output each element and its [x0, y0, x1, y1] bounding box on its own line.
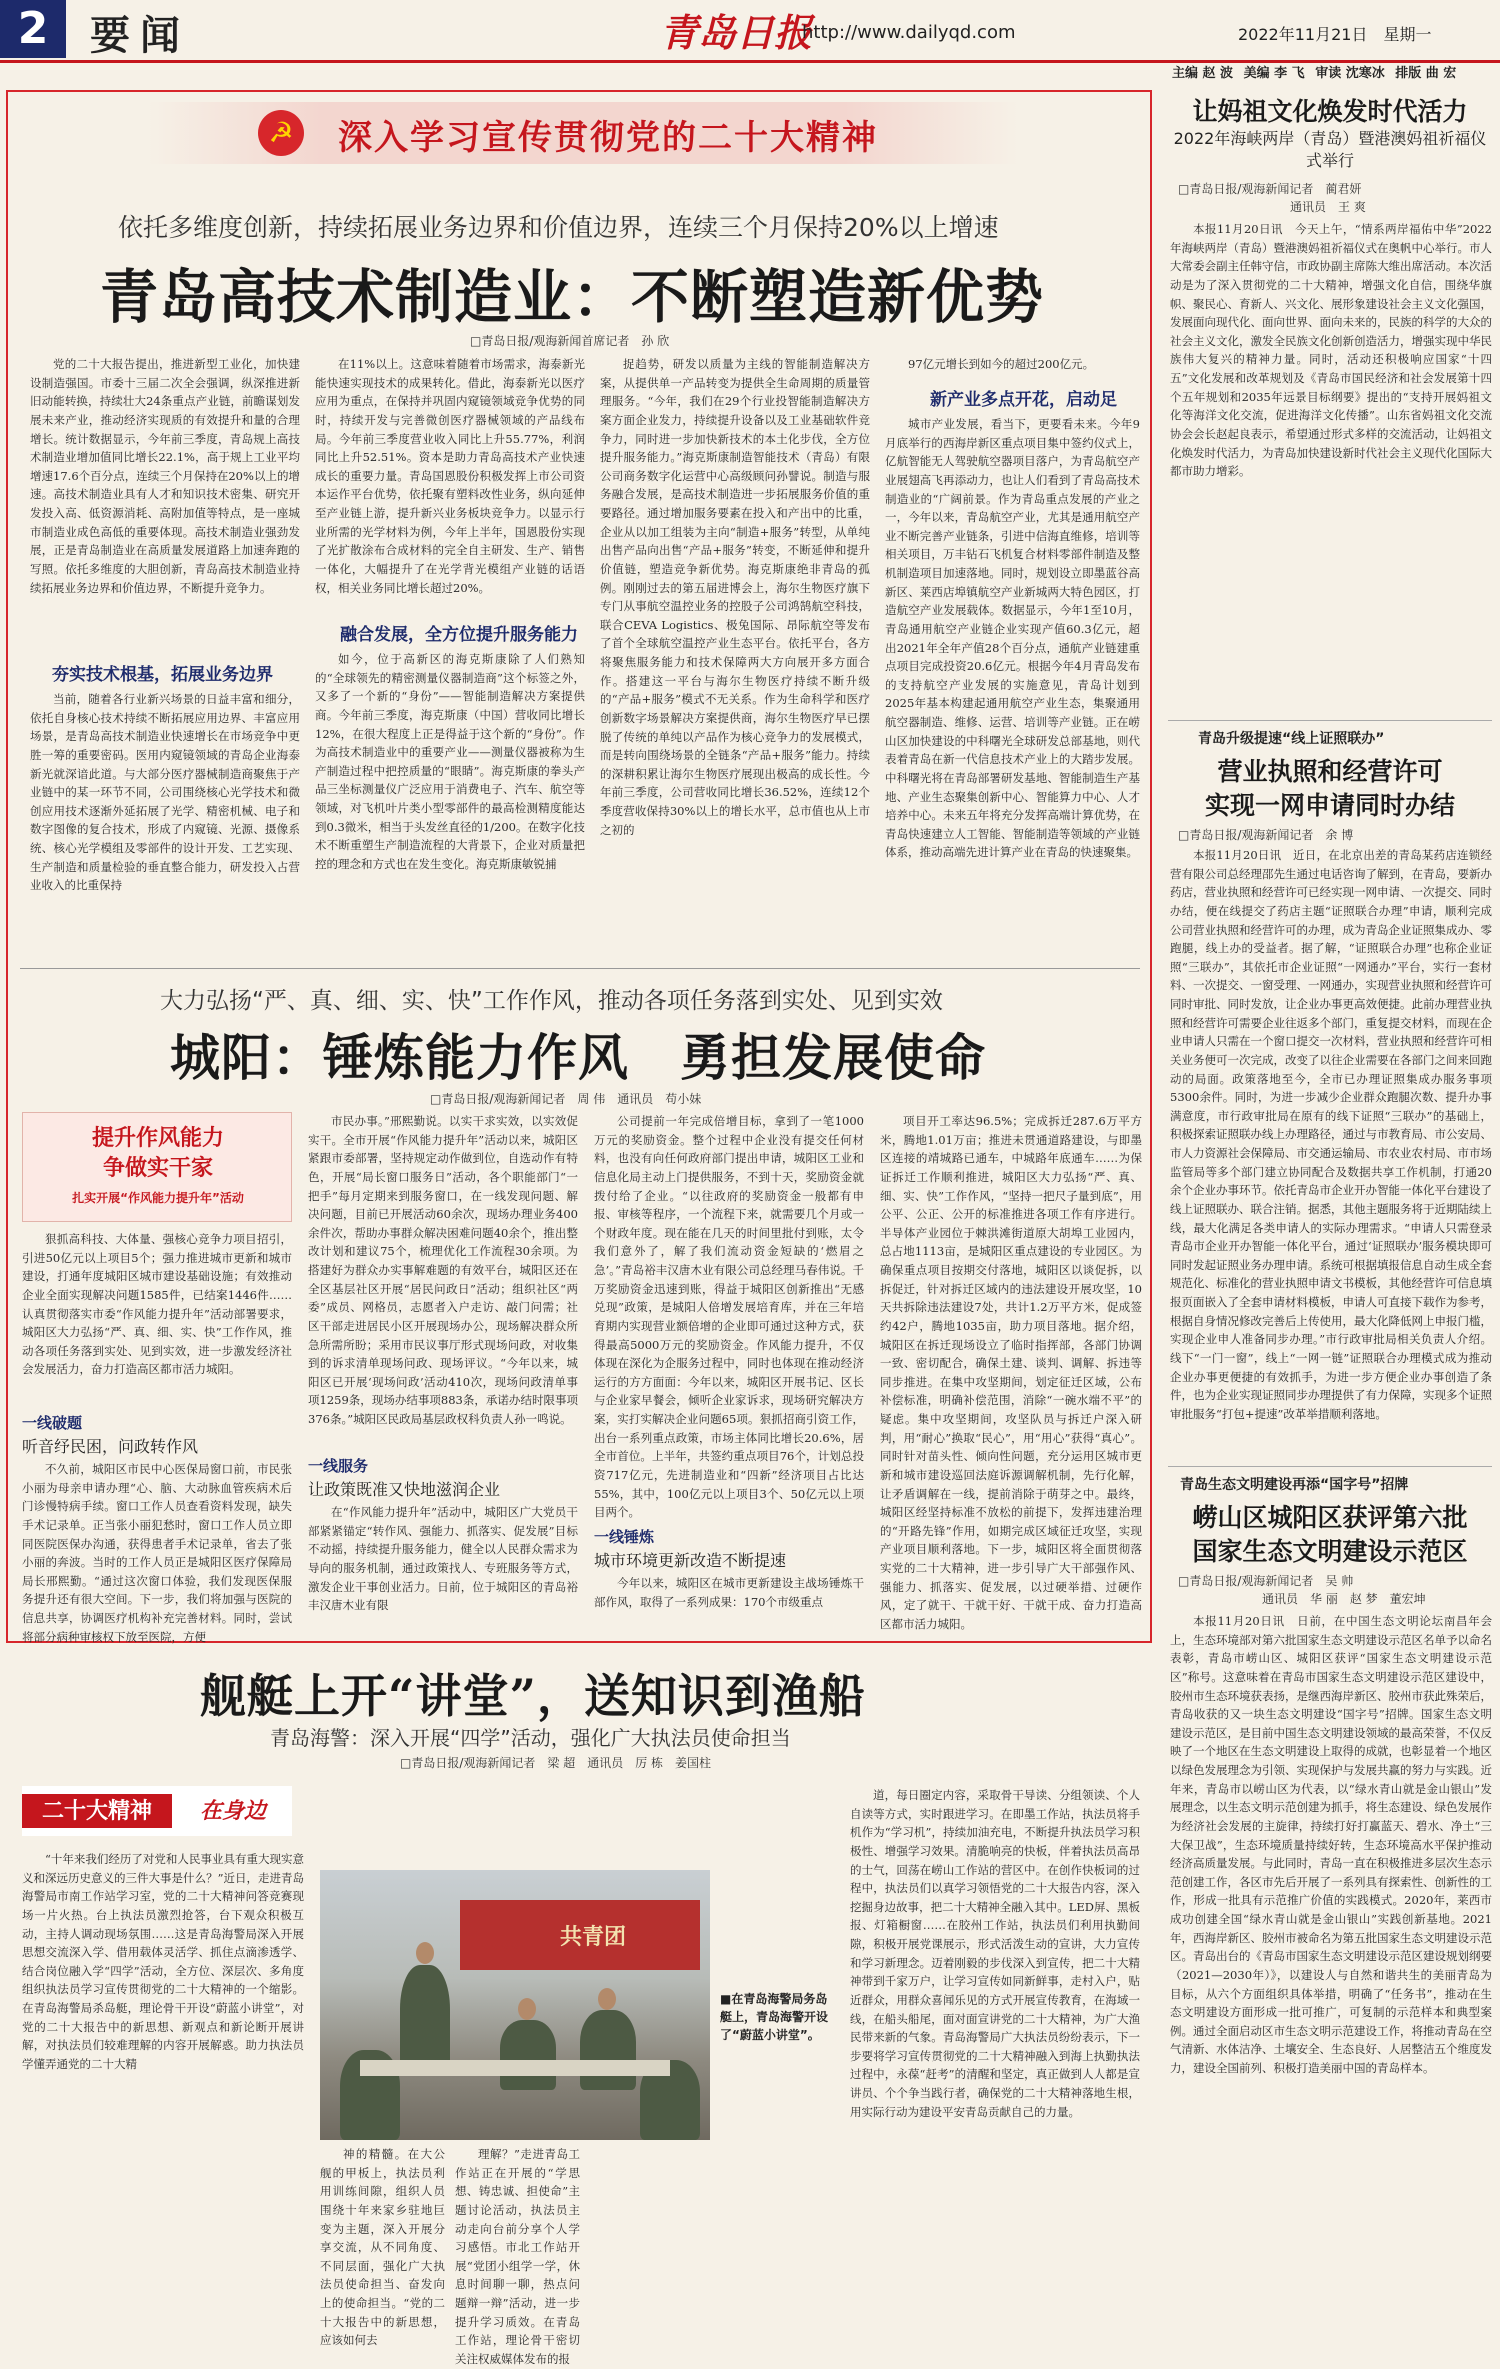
- paragraph: 不久前，城阳区市民中心医保局窗口前，市民张小丽为母亲申请办理“心、脑、大动脉血管疾病术后门诊慢特病手续。窗口工作人员查看资料发现，缺失手术记录单。正当张小丽犯愁时，窗口工作人员立即同医院医保办沟通，获得患者手术记录单，省去了张小丽的奔波。当时的工作人员正是城阳区医疗保障局局长邢熙勤。“通过这次窗口体验，我们发现医保服务提升还有很大空间。下一步，我们将加强与医院的信息共享，协调医疗机构补充完善材料。同时，尝试将部分病种审核权下放至医院，方便: [22, 1462, 292, 1644]
- backdrop-label: 共青团: [560, 1925, 627, 1950]
- story3-byline: □青岛日报/观海新闻记者 梁 超 通讯员 厉 栋 姜国柱: [400, 1756, 712, 1770]
- newspaper-masthead: 青岛日报: [660, 10, 813, 55]
- paragraph: 党的二十大报告提出，推进新型工业化，加快建设制造强国。市委十三届二次全会强调，纵深推进新旧动能转换，持续壮大24条重点产业链，前瞻谋划发展未来产业，推动经济实现质的有效提升和量的合理增长。统计数据显示，今年前三季度，青岛规上高技术制造业增加值同比增长22.1%，高于规上工业平均增速17.6个百分点，连续三个月保持在20%以上的增速。高技术制造业具有人才和知识技术密集、研究开发投入高、低资源消耗、高附加值等特点，是一座城市制造业成色高低的重要体现。高技术制造业强劲发展，正是青岛制造业在高质量发展道路上加速奔跑的写照。依托多维度的大胆创新，青岛高技术制造业持续拓展业务边界和价值边界，不断提升竞争力。: [30, 357, 300, 595]
- story1-subhead-2: 融合发展，全方位提升服务能力: [340, 625, 578, 645]
- story1-column-2b: [315, 650, 585, 955]
- paragraph: 在“作风能力提升年”活动中，城阳区广大党员干部紧紧锚定“转作风、强能力、抓落实、促发展”目标不动摇，持续提升服务能力，健全以人民群众需求为导向的服务机制，通过政策找人、专班服务等方式，激发企业干事创业活力。日前，位于城阳区的青岛裕丰汉唐木业有限: [308, 1505, 578, 1613]
- story2-column-3: [594, 1112, 864, 1522]
- right-divider: [1168, 720, 1492, 721]
- paragraph: 本报11月20日讯 近日，在北京出差的青岛某药店连锁经营有限公司总经理邵先生通过电话咨询了解到，在青岛，要新办药店，营业执照和经营许可已经实现一网申请、一次提交、同时办结，便在线提交了药店主题“证照联合办理”申请，顺利完成公司营业执照和经营许可的办理，成为青岛企业证照集成办、零跑腿，线上办的受益者。据了解，“证照联合办理”也称企业证照“三联办”，其依托市企业证照“一网通办”平台，实行一套材料、一次提交、一窗受理、一网通办，实现营业执照和经营许可同时审批、同时发放，让企业办事更高效便捷。此前办理营业执照和经营许可需要企业往返多个部门，重复提交材料，而现在企业申请人只需在一个窗口提交一次材料，营业执照和经营许可相关业务便可一次完成，改变了以往企业需要在各部门之间来回跑动的局面。政策落地至今，全市已办理证照集成办服务事项5300余件。同时，为进一步减少企业群众跑腿次数、提升办事满意度，市行政审批局在原有的线下证照“三联办”的基础上，积极探索证照联办线上办理路径，通过与市教育局、市公安局、市人力资源社会保障局、市交通运输局、市农业农村局、市市场监管局等多个部门建立协同配合及数据共享工作机制，打通20余个企业办事环节。依托青岛市企业开办智能一体化平台建设了线上证照联办、联合注销。据悉，其他主题服务将于近期陆续上线，最大化满足各类申请人的实际办理需求。“申请人只需登录青岛市企业开办智能一体化平台，通过‘证照联办’服务模块即可同时发起证照业务办理申请。系统可根据填报信息自动生成全套规范化、标准化的营业执照申请文书模板，其他经营许可信息填报页面嵌入了全套申请材料模板，申请人可直接下载作为参考，根据自身情况修改完善后上传使用，最大化降低网上申报门槛，实现企业申人准备同步办理。”市行政审批局相关负责人介绍。线下“一门一窗”，线上“一网一链”证照联合办理模式成为推动企业办事更便捷的有效抓手，为进一步方便企业办事创造了条件，也为企业实现证照同步办理提供了有力保障，实现多个证照审批服务“打包+提速”改革举措顺利落地。: [1170, 848, 1492, 1421]
- right-story1-byline-2: 通讯员 王 爽: [1290, 200, 1366, 214]
- paragraph: 神的精髓。在大公舰的甲板上，执法员利用训练间隙，组织人员围绕十年来家乡驻地巨变为主题，深入开展分享交流，从不同角度、不同层面，强化广大执法员使命担当、奋发向上的使命担当。“党的二十大报告中的新思想，应该如何去: [320, 2147, 445, 2348]
- figure-standing: [400, 1965, 450, 2075]
- story3-column-4: [850, 1786, 1140, 2171]
- story2-subhead-1: 一线破题: [22, 1414, 83, 1432]
- story2-column-4: [880, 1112, 1142, 1634]
- right-story1-subtitle: 2022年海峡两岸（青岛）暨港澳妈祖祈福仪式举行: [1173, 129, 1487, 170]
- paragraph: 今年以来，城阳区在城市更新建设主战场锤炼干部作风，取得了一系列成果：170个市级重点: [594, 1576, 864, 1609]
- paragraph: 如今，位于高新区的海克斯康除了人们熟知的“全球领先的精密测量仪器制造商”这个标签之外，又多了一个新的“身份”——智能制造解决方案提供商。今年前三季度，海克斯康（中国）营收同比增长12%，在很大程度上正是得益于这个新的“身份”。作为高技术制造业中的重要产业——测量仪器被称为生产制造过程中把控质量的“眼睛”。海克斯康的拳头产品三坐标测量仪广泛应用于消费电子、汽车、航空等领域，对飞机叶片类小型零部件的最高检测精度能达到0.3微米，相当于头发丝直径的1/200。在数字化技术不断重塑生产制造流程的大背景下，企业对质量把控的理念和方式也在发生变化。海克斯康敏锐捕: [315, 652, 585, 871]
- photo-caption: ■在青岛海警局务岛艇上，青岛海警开设了“蔚蓝小讲堂”。: [720, 1992, 829, 2042]
- paragraph: “十年来我们经历了对党和人民事业具有重大现实意义和深远历史意义的三件大事是什么？”近日，走进青岛海警局市南工作站学习室，党的二十大精神问答竞赛现场一片火热。台上执法员激烈抢答，台下观众积极互动，主持人调动现场氛围……这是青岛海警局深入开展思想交流深入学、借用载体灵活学、抓住点滴渗透学、结合岗位融入学“四学”活动，全方位、深层次、多角度组织执法员学习宣传贯彻党的二十大精神的一个缩影。在青岛海警局杀岛艇，理论骨干开设“蔚蓝小讲堂”，对党的二十大报告中的新思想、新观点和新论断开展讲解，对执法员们较难理解的内容开展解惑。助力执法员学懂弄通党的二十大精: [22, 1852, 304, 2071]
- paragraph: 97亿元增长到如今的超过200亿元。: [908, 357, 1095, 371]
- story3-column-1: [22, 1850, 304, 2170]
- story2-subhead-1b: 听音纾民困，问政转作风: [22, 1437, 199, 1456]
- right-story2-body: [1170, 846, 1492, 1456]
- paragraph: 在11%以上。这意味着随着市场需求，海泰新光能快速实现技术的成果转化。借此，海泰新光以医疗应用为重点，在保持并巩固内窥镜领域竞争优势的同时，持续开发与完善微创医疗器械领域的产品线布局。今年前三季度营业收入同比上升55.77%，利润同比上升52.51%。资本是助力青岛高技术产业快速成长的重要力量。青岛国恩股份积极发挥上市公司资本运作平台优势，依托聚有塑料改性业务，纵向延伸至产业链上游，提升新兴业务板块竞争力。以显示行业所需的光学材料为例，今年上半年，国恩股份实现了光扩散涂布合成材料的完全自主研发、生产、销售一体化，大幅提升了在光学背光模组产业链的话语权，相关业务同比增长超过20%。: [315, 357, 585, 595]
- paragraph: 公司提前一年完成倍增目标，拿到了一笔1000万元的奖励资金。整个过程中企业没有提交任何材料，也没有向任何政府部门提出申请，城阳区工业和信息化局主动上门提供服务，不到十天，奖励资金就拨付给了企业。“以往政府的奖励资金一般都有申报、审核等程序，一个流程下来，就需要几个月或一个财政年度。现在能在几天的时间里批付到账，太令我们意外了，解了我们流动资金短缺的‘燃眉之急’。”青岛裕丰汉唐木业有限公司总经理马春伟说。千万奖励资金迅速到账，得益于城阳区创新推出“无感兑现”政策，是城阳人倍增发展培育库，并在三年培育期内实现营业额倍增的企业即可通过这种方式，获得最高5000万元的奖励资金。作风能力提升，不仅体现在深化为企服务过程中，同时也体现在推动经济运行的方方面面：今年以来，城阳区开展书记、区长与企业家早餐会，倾听企业家诉求，现场研究解决方案，实打实解决企业问题65项。狠抓招商引资工作，出台一系列重点政策，市场主体同比增长20.6%，居全市首位。上半年，共签约重点项目76个，计划总投资717亿元，先进制造业和“四新”经济项目占比达55%，其中，100亿元以上项目3个、50亿元以上项目两个。: [594, 1114, 864, 1520]
- paragraph: 市民办事。”邢熙勤说。以实干求实效，以实效促实干。全市开展“作风能力提升年”活动以来，城阳区紧跟市委部署，坚持规定动作做到位，自选动作有特色，开展“局长窗口服务日”活动，各个职能部门“一把手”每月定期来到服务窗口，在一线发现问题、解决问题，目前已开展活动60余次，现场办理业务400余件次，帮助办事群众解决困难问题40余个，推出整改计划和建议75个，梳理优化工作流程30余项。为搭建好为群众办实事解难题的有效平台，城阳区还在全区基层社区开展“居民问政日”活动；组织社区“两委”成员、网格员，志愿者入户走访、敲门问需；社区干部走进居民小区开展现场办公，现场解决群众所急所需所盼；采用市民议事厅形式现场问政，对收集到的诉求清单现场问政、现场评议。“今年以来，城阳区已开展‘现场问政’活动410次，现场问政清单事项1259条，现场办结事项883条，承诺办结时限事项376条。”城阳区民政局基层政权科负责人孙一鸣说。: [308, 1114, 578, 1426]
- paragraph: 当前，随着各行业新兴场景的日益丰富和细分，依托自身核心技术持续不断拓展应用边界、丰富应用场景，是青岛高技术制造业快速增长在市场竞争中更胜一筹的重要密码。医用内窥镜领域的青岛企业海泰新光就深谙此道。与大部分医疗器械制造商聚焦于产业链中的某一环节不同，公司围绕核心光学技术和微创应用技术逐渐外延拓展了光学、精密机械、电子和数字图像的复合技术，形成了内窥镜、光源、摄像系统、核心光学模组及零部件的设计开发、工艺实现、生产制造和质量检验的垂直整合能力，研发投入占营业收入的比重保持: [30, 692, 300, 893]
- paragraph: 本报11月20日讯 今天上午，“情系两岸福佑中华”2022年海峡两岸（青岛）暨港澳妈祖祈福仪式在奥帆中心举行。市人大常委会副主任韩守信，市政协副主席陈大维出席活动。本次活动是为了深入贯彻党的二十大精神，增强文化自信，围绕华旗帜、聚民心、育新人、兴文化、展形象建设社会主义文化强国，发展面向现代化、面向世界、面向未来的，民族的科学的大众的社会主义文化，激发全民族文化创新创造活力，增强实现中华民族伟大复兴的精神力量。同时，活动还积极响应国家“十四五”文化发展和改革规划及《青岛市国民经济和社会发展第十四个五年规划和2035年远景目标纲要》提出的“支持开展妈祖文化等海洋文化交流，促进海洋文化传播”。山东省妈祖文化交流协会会长赵起良表示，希望通过形式多样的交流活动，让妈祖文化焕发时代活力，为青岛加快建设新时代社会主义现代化国际大都市助力增彩。: [1170, 222, 1492, 479]
- right-story2-kicker: 青岛升级提速“线上证照联办”: [1198, 731, 1385, 747]
- story1-column-1: [30, 355, 300, 655]
- figure-seated: [500, 2020, 556, 2090]
- paragraph: 捉趋势，研发以质量为主线的智能制造解决方案，从提供单一产品转变为提供全生命周期的质量管理服务。“今年，我们在29个行业投智能制造解决方案方面企业发力，持续提升设备以及工业基础软件竞争力，同时进一步加快新技术的本土化步伐，全方位提升服务能力。”海克斯康制造智能技术（青岛）有限公司商务数字化运营中心高级顾问孙譬说。制造与服务融合发展，是高技术制造进一步拓展服务价值的重要路径。通过增加服务要素在投入和产出中的比重，企业从以加工组装为主向“制造+服务”转型，从单纯出售产品向出售“产品+服务”转变，不断延伸和提升价值链，塑造竞争新优势。海克斯康绝非青岛的孤例。刚刚过去的第五届进博会上，海尔生物医疗旗下专门从事航空温控业务的控股子公司鸿鹄航空科技，联合CEVA Logistics、极兔国际、昂际航空等发布了首个全球航空温控产业生态平台。依托平台，各方将聚焦服务能力和技术保障两大方向展开多方面合作。搭建这一平台与海尔生物医疗持续不断升级的“产品+服务”模式不无关系。作为生命科学和医疗创新数字场景解决方案提供商，海尔生物医疗早已摆脱了传统的单纯以产品作为核心竞争力的发展模式，而是转向围绕场景的全链条“产品+服务”能力。持续的深耕积累让海尔生物医疗展现出极高的成长性。今年前三季度，公司营收同比增长36.52%，连续12个季度营收保持30%以上的增长水平，总市值也从上市之初的: [600, 357, 870, 837]
- right-story2-byline: □青岛日报/观海新闻记者 余 博: [1178, 828, 1354, 842]
- paragraph: 项目开工率达96.5%；完成拆迁287.6万平方米，腾地1.01万亩；推进未贯通道路建设，与即墨区连接的靖城路已通车，中城路年底通车……为保证拆迁工作顺利推进，城阳区大力弘扬“严、真、细、实、快”工作作风，“坚持一把尺子量到底”，用公平、公正、公开的标准推进各项工作有序进行。半导体产业园位于棘洪滩街道原大胡埠工业园内，总占地1113亩，是城阳区重点建设的专业园区。为确保重点项目按期交付落地，城阳区以谈促拆，以拆促迁，针对拆迁区域内的违法建设开展攻坚，10天共拆除违法建设7处，共计1.2万平方米，促成签约42户，腾地1035亩，助力项目落地。据介绍，城阳区在拆迁现场设立了临时指挥部，各部门协调一致、密切配合，确保土建、谈判、调解、拆违等同步推进。在集中攻坚期间，划定征迁区域，公布补偿标准，明确补偿范围，消除“一碗水端不平”的疑虑。集中攻坚期间，攻坚队员与拆迁户深入研判，用“耐心”换取“民心”，用“用心”获得“真心”。同时针对苗头性、倾向性问题，充分运用区城市更新和城市建设巡回法庭诉源调解机制，先行化解，让矛盾调解在一线，提前消除于萌芽之中。最终，城阳区经坚持标准不放松的前提下，发挥违建治理的“开路先锋”作用，如期完成区域征迁攻坚，实现产业项目顺利落地。下一步，城阳区将全面贯彻落实党的二十大精神，进一步引导广大干部强作风、强能力、抓落实、促发展，以过硬举措、过硬作风，定了就干、干就干好、干就干成、奋力打造高区都市活力城阳。: [880, 1114, 1142, 1631]
- paragraph: 本报11月20日讯 日前，在中国生态文明论坛南昌年会上，生态环境部对第六批国家生态文明建设示范区名单予以命名表彰，青岛市崂山区、城阳区获评“国家生态文明建设示范区”称号。这意味着在青岛市国家生态文明建设示范区建设中，胶州市生态环境获表扬，是继西海岸新区、胶州市获此殊荣后，青岛收获的又一块生态文明建设“国字号”招牌。国家生态文明建设示范区，是目前中国生态文明建设领域的最高荣誉，不仅反映了一个地区在生态文明建设上取得的成就，也彰显着一个地区以绿色发展理念为引领、实现保护与发展共赢的努力与实践。近年来，青岛市以崂山区为代表，以“绿水青山就是金山银山”发展理念，以生态文明示范创建为抓手，将生态建设、绿色发展作为经济社会发展的主旋律，持续打好打赢蓝天、碧水、净土“三大保卫战”，生态环境质量持续好转，生态环境高水平保护推动经济高质量发展。与此同时，青岛一直在积极推进多层次生态示范创建工作，各区市先后开展了一系列具有探索性、创新性的工作，形成一批具有示范推广价值的实践模式。2020年，莱西市成功创建全国“绿水青山就是金山银山”实践创新基地。2021年，西海岸新区、胶州市被命名为第五批国家生态文明建设示范区。青岛出台的《青岛市国家生态文明建设示范区建设规划纲要（2021—2030年）》，以建设人与自然和谐共生的美丽青岛为目标，从六个方面组织具体举措，明确了“任务书”，推动在生态文明建设方面形成一批可推广，可复制的示范样本和典型案例。通过全面启动区市生态文明示范建设工作，将推动青岛在空气清新、水体洁净、土壤安全、生态良好、人居整洁五个维度发力，建设全国前列、积极打造美丽中国的青岛样本。: [1170, 1614, 1492, 2075]
- story2-subhead-3: 一线锤炼: [594, 1528, 655, 1546]
- figure-head: [598, 1988, 616, 2010]
- right-divider: [1168, 1466, 1492, 1467]
- banner-title: 深入学习宣传贯彻党的二十大精神: [338, 118, 878, 158]
- issue-date: 2022年11月21日 星期一: [1238, 25, 1432, 44]
- badge-title: 二十大精神: [22, 1794, 172, 1828]
- story3-column-2: [320, 2145, 445, 2348]
- figure-seated: [580, 2010, 636, 2090]
- editor-credit: 排版 曲 宏: [1395, 66, 1457, 81]
- right-story3-kicker: 青岛生态文明建设再添“国字号”招牌: [1180, 1477, 1409, 1493]
- badge-title-tail: 在身边: [199, 1798, 266, 1824]
- story2-column-1: [22, 1230, 292, 1408]
- photo-table: [360, 2060, 670, 2076]
- badge-title-line-1: 提升作风能力: [91, 1125, 224, 1151]
- theme-banner: [148, 102, 1018, 164]
- right-story2-title-b[interactable]: 实现一网申请同时办结: [1204, 791, 1455, 820]
- story1-headline[interactable]: 青岛高技术制造业：不断塑造新优势: [100, 263, 1045, 331]
- right-story1-body: [1170, 220, 1492, 710]
- story1-column-4: [885, 355, 1140, 377]
- editor-credit: 审读 沈寒冰: [1315, 66, 1385, 81]
- paragraph: 道，每日圈定内容，采取骨干导读、分组领读、个人自读等方式，实时跟进学习。在即墨工作站，执法员将手机作为“学习机”，持续加油充电，不断提升执法员学习积极性、增强学习效果。清脆响亮的快板，伴着执法员高昂的士气，回荡在崂山工作站的营区中。在创作快板词的过程中，执法员们以真学习领悟党的二十大报告内容，深入挖掘身边故事，把二十大精神全融入其中。LED屏、黑板报、灯箱橱窗……在胶州工作站，执法员们利用执勤间隙，积极开展党课展示，形式活泼生动的宣讲，大力宣传和学习新理念。迈着刚毅的步伐深入到宣传，把二十大精神带到千家万户，让学习宣传如同新鲜事，走村入户，贴近群众，用群众喜闻乐见的方式开展宣传教育，在海域一线，在船头船尾，面对面宣讲党的二十大精神，为广大渔民带来新的气象。青岛海警局广大执法员纷纷表示，下一步要将学习宣传贯彻党的二十大精神融入到海上执勤执法过程中，永葆“赶考”的清醒和坚定，真正做到人人都是宣讲员、个个争当践行者，确保党的二十大精神落地生根，用实际行动为建设平安青岛贡献自己的力量。: [850, 1788, 1140, 2119]
- story1-subhead-3: 新产业多点开花，启动足: [930, 390, 1117, 410]
- editor-credit: 主编 赵 波: [1172, 66, 1234, 81]
- page-number: 2: [0, 0, 66, 58]
- section-name: 要闻: [90, 12, 190, 59]
- story1-column-2: [315, 355, 585, 620]
- story3-kicker: 青岛海警：深入开展“四学”活动，强化广大执法员使命担当: [270, 1726, 791, 1750]
- story1-kicker: 依托多维度创新，持续拓展业务边界和价值边界，连续三个月保持20%以上增速: [118, 213, 999, 242]
- story2-subhead-3b: 城市环境更新改造不断提速: [594, 1551, 787, 1570]
- figure-head: [518, 1998, 536, 2020]
- story3-headline[interactable]: 舰艇上开“讲堂”，送知识到渔船: [200, 1669, 866, 1723]
- page-header: [0, 0, 1500, 80]
- story1-subhead-1: 夯实技术根基，拓展业务边界: [52, 665, 273, 685]
- figure-head: [416, 1942, 434, 1964]
- story-divider: [20, 968, 1140, 969]
- story1-byline: □青岛日报/观海新闻首席记者 孙 欣: [470, 334, 670, 348]
- story2-byline: □青岛日报/观海新闻记者 周 伟 通讯员 苟小妹: [430, 1092, 702, 1106]
- story2-column-3b: [594, 1574, 864, 1634]
- story2-badge: [22, 1112, 292, 1222]
- right-story3-byline-2: 通讯员 华 丽 赵 梦 董宏坤: [1262, 1592, 1426, 1606]
- photo-backdrop: [460, 1900, 700, 1970]
- right-story2-title-a[interactable]: 营业执照和经营许可: [1217, 757, 1443, 786]
- editor-credits: [1172, 62, 1462, 81]
- right-story1-title[interactable]: 让妈祖文化焕发时代活力: [1192, 97, 1468, 126]
- paragraph: 理解？”走进青岛工作站正在开展的“学思想、铸忠诚、担使命”主题讨论活动，执法员主动走向台前分享个人学习感悟。市北工作站开展“党团小组学一学，休息时间聊一聊，热点问题辩一辩”活动，进一步提升学习质效。在青岛工作站，理论骨干密切关注权威媒体发布的报: [455, 2147, 580, 2366]
- story2-headline[interactable]: 城阳：锤炼能力作风 勇担发展使命: [170, 1028, 986, 1087]
- story2-kicker: 大力弘扬“严、真、细、实、快”工作作风，推动各项任务落到实处、见到实效: [160, 988, 943, 1014]
- story1-column-4b: [885, 415, 1140, 955]
- site-url[interactable]: http://www.dailyqd.com: [802, 22, 1016, 43]
- paragraph: 城市产业发展，看当下，更要看未来。今年9月底举行的西海岸新区重点项目集中签约仪式上，亿航智能无人驾驶航空器项目落户，为青岛航空产业展翅高飞再添动力，也让人们看到了青岛高技术制造业的“广阔前景。作为青岛重点发展的产业之一，今年以来，青岛航空产业，尤其是通用航空产业不断完善产业链条，引进中信海直维修，培训等相关项目，万丰钻石飞机复合材料零部件制造及整机制造项目加速落地。同时，规划设立即墨蓝谷高新区、莱西店埠镇航空产业新城两大特色园区，打造航空产业发展载体。数据显示，今年1至10月，青岛通用航空产业链企业实现产值60.3亿元，超出2021年全年产值28个百分点，通航产业链建重点项目完成投资20.6亿元。根据今年4月青岛发布的支持航空产业发展的实施意见，青岛计划到2025年基本构建起通用航空产业生态，集聚通用航空器制造、维修、运营、培训等产业链。正在崂山区加快建设的中科曙光全球研发总部基地，则代表着青岛在新一代信息技术产业上的大踏步发展。中科曙光将在青岛部署研发基地、智能制造生产基地、产业生态聚集创新中心、智能算力中心、人才培养中心。未来五年将充分发挥高端计算优势，在青岛快速建立人工智能、智能制造等领域的产业链体系，推动高端先进计算产业在青岛的快速聚集。: [885, 417, 1140, 860]
- editor-credit: 美编 李 飞: [1243, 66, 1305, 81]
- right-story3-body: [1170, 1612, 1492, 2170]
- story3-column-3: [455, 2145, 580, 2366]
- news-photo[interactable]: [320, 1870, 710, 2140]
- right-story3-title-b[interactable]: 国家生态文明建设示范区: [1192, 1537, 1468, 1566]
- story2-column-2: [308, 1112, 578, 1452]
- right-story3-byline: □青岛日报/观海新闻记者 吴 帅: [1178, 1574, 1354, 1588]
- right-story3-title-a[interactable]: 崂山区城阳区获评第六批: [1192, 1503, 1468, 1532]
- story1-column-3: [600, 355, 870, 955]
- story3-badge: [22, 1786, 292, 1836]
- story1-column-1b: [30, 690, 300, 955]
- paragraph: 狠抓高科技、大体量、强核心竞争力项目招引，引进50亿元以上项目5个；强力推进城市更新和城市建设，打通年度城阳区城市建设基础设施；有效推动企业全面实现解决问题1585件，已结案1446件……认真贯彻落实市委“作风能力提升年”活动部署要求，城阳区大力弘扬“严、真、细、实、快”工作作风，推动各项任务落到实处、见到实效，进一步激发经济社会发展活力，奋力打造高区都市活力城阳。: [22, 1232, 292, 1377]
- story2-subhead-2: 一线服务: [308, 1457, 369, 1475]
- party-emblem-icon: ☭: [258, 110, 304, 156]
- right-story1-byline: □青岛日报/观海新闻记者 蔺君妍: [1178, 182, 1362, 196]
- story2-column-1b: [22, 1460, 292, 1644]
- badge-title-line-2: 争做实干家: [102, 1155, 213, 1181]
- story2-subhead-2b: 让政策既准又快地滋润企业: [308, 1480, 501, 1499]
- story2-column-2b: [308, 1503, 578, 1635]
- badge-subtitle: 扎实开展“作风能力提升年”活动: [72, 1191, 244, 1205]
